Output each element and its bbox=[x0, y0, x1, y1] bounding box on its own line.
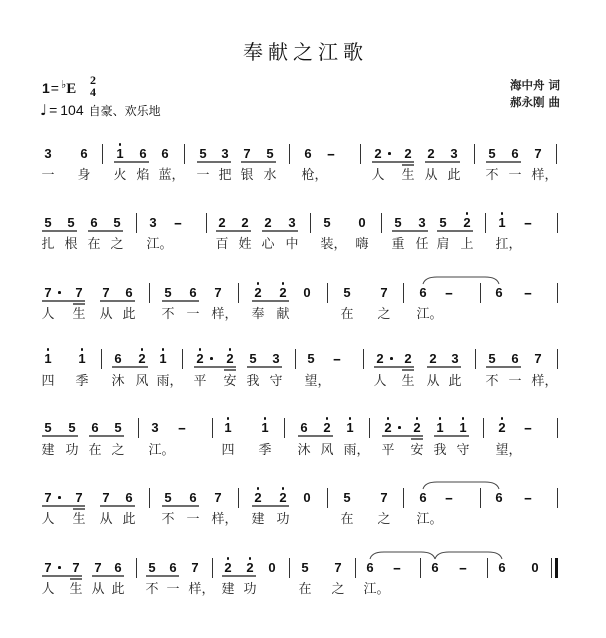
note: 7 bbox=[44, 285, 52, 300]
note: 7 bbox=[214, 490, 222, 505]
note: 3 bbox=[44, 146, 52, 161]
lyric: 不 bbox=[485, 374, 499, 389]
lyric: 季 bbox=[75, 374, 89, 389]
note: 1 bbox=[159, 351, 167, 366]
lyric: 生 bbox=[401, 374, 415, 389]
lyric: 献 bbox=[276, 307, 290, 322]
note: 7 bbox=[334, 560, 342, 575]
note: 5 bbox=[301, 560, 309, 575]
note: 1 bbox=[44, 351, 52, 366]
lyric: 沐 bbox=[297, 443, 311, 458]
sustain-dash: - bbox=[444, 490, 454, 505]
lyric: 生 bbox=[72, 512, 86, 527]
note: 6 bbox=[114, 351, 122, 366]
note: 0 bbox=[268, 560, 276, 575]
lyric: 我 bbox=[246, 374, 260, 389]
lyric: 蓝， bbox=[158, 168, 185, 183]
lyric: 从 bbox=[426, 374, 440, 389]
sustain-dash: - bbox=[523, 285, 533, 300]
lyric: 人 bbox=[41, 582, 55, 597]
tie-arc bbox=[435, 552, 502, 559]
lyric: 样， bbox=[211, 307, 238, 322]
key-note: E bbox=[66, 81, 77, 97]
note: 2 bbox=[413, 420, 421, 435]
lyric: 人 bbox=[371, 168, 385, 183]
note: 2 bbox=[224, 560, 232, 575]
note: 1 bbox=[116, 146, 124, 161]
note: 1 bbox=[224, 420, 232, 435]
note: 5 bbox=[199, 146, 207, 161]
expression-marking: 自豪、欢乐地 bbox=[88, 104, 161, 118]
note: 0 bbox=[303, 285, 311, 300]
lyric: 百 bbox=[215, 237, 229, 252]
lyric: 中 bbox=[285, 237, 299, 252]
time-signature-bottom: 4 bbox=[90, 85, 96, 99]
note: 2 bbox=[196, 351, 204, 366]
note: 0 bbox=[531, 560, 539, 575]
lyric: 扛， bbox=[495, 237, 522, 252]
lyric: 火 bbox=[113, 168, 127, 183]
sustain-dash: - bbox=[444, 285, 454, 300]
lyric: 在 bbox=[298, 582, 312, 597]
note: 0 bbox=[303, 490, 311, 505]
lyric: 建 bbox=[221, 582, 235, 597]
note: 3 bbox=[272, 351, 280, 366]
sustain-dash: - bbox=[523, 215, 533, 230]
lyric: 江。 bbox=[416, 512, 443, 527]
lyric: 望， bbox=[304, 374, 331, 389]
sustain-dash: - bbox=[177, 420, 187, 435]
note: 7 bbox=[94, 560, 102, 575]
note: 3 bbox=[149, 215, 157, 230]
note: 3 bbox=[418, 215, 426, 230]
lyric: 四 bbox=[221, 443, 235, 458]
lyric: 建 bbox=[41, 443, 55, 458]
note: 2 bbox=[429, 351, 437, 366]
lyric: 江。 bbox=[148, 443, 175, 458]
lyric: 样， bbox=[211, 512, 238, 527]
lyric: 任 bbox=[415, 237, 429, 252]
sustain-dash: - bbox=[392, 560, 402, 575]
note: 2 bbox=[264, 215, 272, 230]
lyric: 季 bbox=[258, 443, 272, 458]
lyric: 样， bbox=[188, 582, 215, 597]
note: 6 bbox=[90, 215, 98, 230]
key-tonic: 1 bbox=[42, 80, 50, 96]
lyric: 四 bbox=[41, 374, 55, 389]
note: 2 bbox=[323, 420, 331, 435]
note: 2 bbox=[218, 215, 226, 230]
note: 1 bbox=[78, 351, 86, 366]
note: 5 bbox=[68, 420, 76, 435]
lyric: 重 bbox=[391, 237, 405, 252]
note: 1 bbox=[261, 420, 269, 435]
note: 3 bbox=[151, 420, 159, 435]
lyric: 水 bbox=[263, 168, 277, 183]
sustain-dash: - bbox=[523, 420, 533, 435]
lyric: 之 bbox=[331, 582, 345, 597]
lyric: 一 bbox=[508, 168, 522, 183]
lyric: 不 bbox=[161, 512, 175, 527]
tie-arc bbox=[370, 552, 435, 559]
lyric: 样， bbox=[531, 168, 558, 183]
lyric: 之 bbox=[111, 443, 125, 458]
lyric: 功 bbox=[276, 512, 290, 527]
lyric: 望， bbox=[495, 443, 522, 458]
note: 7 bbox=[102, 490, 110, 505]
note: 5 bbox=[164, 285, 172, 300]
note: 2 bbox=[374, 146, 382, 161]
note: 5 bbox=[67, 215, 75, 230]
note: 3 bbox=[451, 351, 459, 366]
lyric: 平 bbox=[193, 374, 207, 389]
lyric: 心 bbox=[261, 237, 275, 252]
lyric: 从 bbox=[91, 582, 105, 597]
note: 5 bbox=[44, 420, 52, 435]
composer-role: 曲 bbox=[548, 97, 560, 109]
note: 7 bbox=[72, 560, 80, 575]
note: 0 bbox=[358, 215, 366, 230]
note: 7 bbox=[243, 146, 251, 161]
note: 2 bbox=[427, 146, 435, 161]
note: 2 bbox=[279, 285, 287, 300]
note: 5 bbox=[439, 215, 447, 230]
lyric: 沐 bbox=[111, 374, 125, 389]
sustain-dash: - bbox=[332, 351, 342, 366]
note: 2 bbox=[498, 420, 506, 435]
song-title: 奉献之江歌 bbox=[243, 40, 368, 64]
lyric: 嗨 bbox=[355, 237, 369, 252]
lyric: 在 bbox=[88, 443, 102, 458]
lyric: 江。 bbox=[416, 307, 443, 322]
note: 2 bbox=[246, 560, 254, 575]
note: 5 bbox=[114, 420, 122, 435]
note: 2 bbox=[279, 490, 287, 505]
lyric: 一 bbox=[41, 168, 55, 183]
note: 5 bbox=[488, 146, 496, 161]
sustain-dash: - bbox=[458, 560, 468, 575]
lyric: 人 bbox=[41, 512, 55, 527]
note: 6 bbox=[189, 285, 197, 300]
note: 6 bbox=[419, 490, 427, 505]
note: 5 bbox=[148, 560, 156, 575]
note: 2 bbox=[404, 146, 412, 161]
note: 6 bbox=[125, 285, 133, 300]
note: 2 bbox=[254, 285, 262, 300]
note: 6 bbox=[161, 146, 169, 161]
note: 1 bbox=[346, 420, 354, 435]
tempo-bpm: 104 bbox=[60, 102, 84, 118]
time-signature-top: 2 bbox=[90, 73, 96, 87]
lyric: 不 bbox=[145, 582, 159, 597]
lyric: 我 bbox=[433, 443, 447, 458]
note: 7 bbox=[191, 560, 199, 575]
note: 6 bbox=[80, 146, 88, 161]
note: 3 bbox=[221, 146, 229, 161]
note: 2 bbox=[226, 351, 234, 366]
note: 6 bbox=[498, 560, 506, 575]
note: 5 bbox=[164, 490, 172, 505]
lyric: 奉 bbox=[251, 307, 265, 322]
lyric: 一 bbox=[186, 512, 200, 527]
note: 1 bbox=[498, 215, 506, 230]
key-equals: = bbox=[50, 80, 59, 96]
note: 5 bbox=[249, 351, 257, 366]
lyric: 焰 bbox=[136, 168, 150, 183]
note: 2 bbox=[138, 351, 146, 366]
lyric: 枪， bbox=[301, 168, 328, 183]
lyric: 之 bbox=[377, 307, 391, 322]
lyric: 不 bbox=[161, 307, 175, 322]
note: 5 bbox=[394, 215, 402, 230]
note: 7 bbox=[534, 146, 542, 161]
lyric: 雨， bbox=[156, 374, 183, 389]
note: 5 bbox=[266, 146, 274, 161]
lyric: 在 bbox=[87, 237, 101, 252]
lyric: 江。 bbox=[363, 582, 390, 597]
lyric: 银 bbox=[240, 168, 254, 183]
note: 6 bbox=[511, 351, 519, 366]
lyric: 把 bbox=[218, 168, 232, 183]
lyric: 此 bbox=[447, 168, 461, 183]
lyric: 风 bbox=[135, 374, 149, 389]
note: 6 bbox=[495, 285, 503, 300]
lyric: 在 bbox=[340, 512, 354, 527]
lyric: 功 bbox=[243, 582, 257, 597]
note: 2 bbox=[376, 351, 384, 366]
lyric: 生 bbox=[69, 582, 83, 597]
lyric: 生 bbox=[72, 307, 86, 322]
note: 7 bbox=[75, 490, 83, 505]
lyric: 守 bbox=[456, 443, 470, 458]
note: 1 bbox=[436, 420, 444, 435]
lyric: 一 bbox=[196, 168, 210, 183]
note: 3 bbox=[450, 146, 458, 161]
note: 6 bbox=[91, 420, 99, 435]
lyric: 上 bbox=[460, 237, 474, 252]
note: 7 bbox=[75, 285, 83, 300]
lyricist-name: 海中舟 bbox=[510, 80, 545, 92]
lyric: 守 bbox=[269, 374, 283, 389]
lyric: 此 bbox=[111, 582, 125, 597]
note: 5 bbox=[488, 351, 496, 366]
flat-icon: ♭ bbox=[60, 78, 67, 91]
note: 6 bbox=[366, 560, 374, 575]
note: 6 bbox=[139, 146, 147, 161]
note: 6 bbox=[419, 285, 427, 300]
note: 2 bbox=[463, 215, 471, 230]
note: 6 bbox=[431, 560, 439, 575]
note: 7 bbox=[380, 285, 388, 300]
composer-name: 郝永刚 bbox=[510, 97, 545, 109]
lyric: 一 bbox=[508, 374, 522, 389]
tempo-equals: = bbox=[49, 102, 58, 118]
lyric: 一 bbox=[186, 307, 200, 322]
lyric: 安 bbox=[410, 443, 424, 458]
lyric: 建 bbox=[251, 512, 265, 527]
lyric: 安 bbox=[223, 374, 237, 389]
note: 2 bbox=[404, 351, 412, 366]
note: 7 bbox=[380, 490, 388, 505]
lyric: 根 bbox=[64, 237, 78, 252]
lyricist-role: 词 bbox=[548, 80, 560, 92]
note: 2 bbox=[254, 490, 262, 505]
note: 1 bbox=[459, 420, 467, 435]
note: 6 bbox=[114, 560, 122, 575]
note: 6 bbox=[169, 560, 177, 575]
note: 6 bbox=[125, 490, 133, 505]
lyric: 从 bbox=[99, 512, 113, 527]
note: 6 bbox=[511, 146, 519, 161]
quarter-note-icon: ♩ bbox=[40, 101, 48, 119]
note: 7 bbox=[44, 560, 52, 575]
lyric: 不 bbox=[485, 168, 499, 183]
lyric: 在 bbox=[340, 307, 354, 322]
note: 3 bbox=[288, 215, 296, 230]
note: 5 bbox=[343, 285, 351, 300]
lyric: 江。 bbox=[146, 237, 173, 252]
lyric: 从 bbox=[424, 168, 438, 183]
lyric: 此 bbox=[448, 374, 462, 389]
note: 5 bbox=[343, 490, 351, 505]
note: 5 bbox=[323, 215, 331, 230]
lyric: 此 bbox=[122, 307, 136, 322]
note: 5 bbox=[113, 215, 121, 230]
lyric: 装， bbox=[320, 237, 347, 252]
lyric: 肩 bbox=[436, 237, 450, 252]
note: 5 bbox=[44, 215, 52, 230]
lyric: 姓 bbox=[238, 237, 252, 252]
sustain-dash: - bbox=[326, 146, 336, 161]
note: 7 bbox=[214, 285, 222, 300]
lyric: 此 bbox=[122, 512, 136, 527]
note: 7 bbox=[534, 351, 542, 366]
lyric: 雨， bbox=[343, 443, 370, 458]
lyric: 生 bbox=[401, 168, 415, 183]
sustain-dash: - bbox=[173, 215, 183, 230]
lyric: 之 bbox=[110, 237, 124, 252]
lyric: 之 bbox=[377, 512, 391, 527]
lyric: 样， bbox=[531, 374, 558, 389]
note: 6 bbox=[300, 420, 308, 435]
note: 5 bbox=[307, 351, 315, 366]
note: 6 bbox=[304, 146, 312, 161]
note: 6 bbox=[495, 490, 503, 505]
lyric: 一 bbox=[166, 582, 180, 597]
note: 2 bbox=[384, 420, 392, 435]
lyric: 平 bbox=[381, 443, 395, 458]
lyric: 身 bbox=[77, 168, 91, 183]
note: 6 bbox=[189, 490, 197, 505]
note: 7 bbox=[44, 490, 52, 505]
lyric: 扎 bbox=[41, 237, 55, 252]
lyric: 风 bbox=[320, 443, 334, 458]
lyric: 功 bbox=[65, 443, 79, 458]
note: 7 bbox=[102, 285, 110, 300]
lyric: 从 bbox=[99, 307, 113, 322]
lyric: 人 bbox=[373, 374, 387, 389]
lyric: 人 bbox=[41, 307, 55, 322]
note: 2 bbox=[241, 215, 249, 230]
sustain-dash: - bbox=[523, 490, 533, 505]
